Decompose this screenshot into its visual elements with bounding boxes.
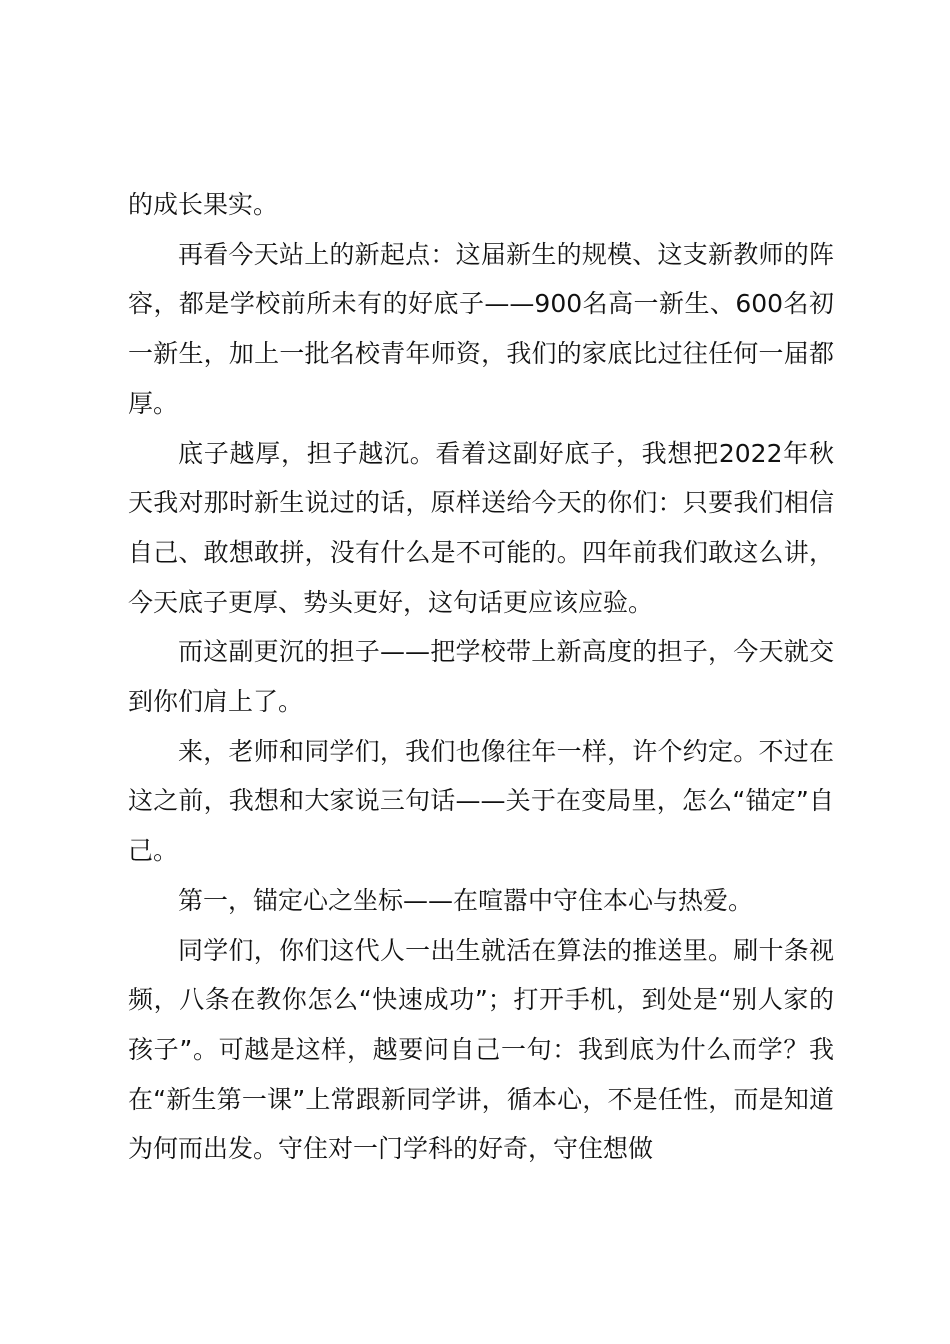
paragraph-6-heading: 第一，锚定心之坐标——在喧嚣中守住本心与热爱。	[178, 885, 754, 915]
paragraph-1: 的成长果实。	[128, 190, 279, 219]
paragraph-2: 再看今天站上的新起点：这届新生的规模、这支新教师的阵容，都是学校前所未有的好底子——900名高一新生、600名初一新生，加上一批名校青年师资，我们的家底比过往任何一届都厚。	[128, 239, 834, 418]
paragraph-4: 而这副更沉的担子——把学校带上新高度的担子，今天就交到你们肩上了。	[128, 637, 834, 717]
paragraph-7: 同学们，你们这代人一出生就活在算法的推送里。刷十条视频，八条在教你怎么“快速成功”；打开手机，到处是“别人家的孩子”。可越是这样，越要问自己一句：我到底为什么而学？我在“新生第一课”上常跟新同学讲，循本心，不是任性，而是知道为何而出发。守住对一门学科的好奇，守住想做	[128, 935, 834, 1164]
document-body	[128, 180, 834, 1174]
paragraph-5: 来，老师和同学们，我们也像往年一样，许个约定。不过在这之前，我想和大家说三句话——关于在变局里，怎么“锚定”自己。	[128, 736, 834, 866]
paragraph-3: 底子越厚，担子越沉。看着这副好底子，我想把2022年秋天我对那时新生说过的话，原样送给今天的你们：只要我们相信自己、敢想敢拼，没有什么是不可能的。四年前我们敢这么讲，今天底子更厚、势头更好，这句话更应该应验。	[128, 438, 834, 617]
